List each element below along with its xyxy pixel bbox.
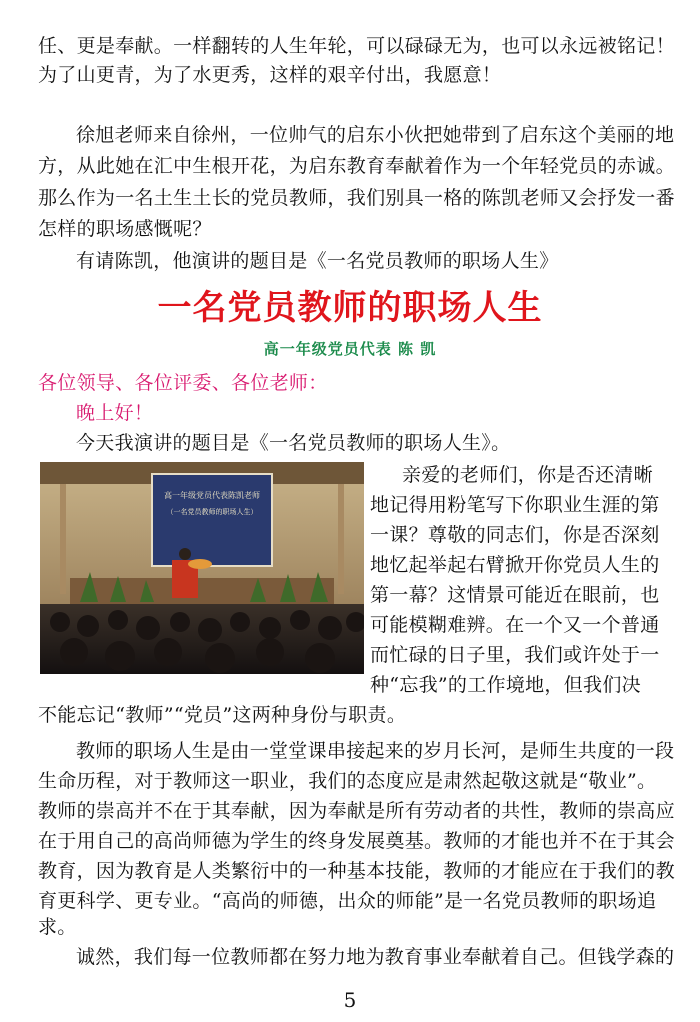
speech-subtitle: 高一年级党员代表 陈 凯: [263, 340, 437, 358]
intro-line: 为了山更青，为了水更秀，这样的艰辛付出，我愿意！: [38, 64, 502, 86]
body-line: 生命历程，对于教师这一职业，我们的态度应是肃然起敬这就是“敬业”。: [38, 770, 657, 792]
intro-line: 怎样的职场感慨呢？: [38, 218, 212, 240]
auditorium-photo: [40, 462, 364, 674]
body-line: 在于用自己的高尚师德为学生的终身发展奠基。教师的才能也并不在于其会: [38, 830, 675, 852]
wrap-line: 亲爱的老师们，你是否还清晰: [402, 464, 653, 486]
photo-banner-line-1: 高一年级党员代表陈凯老师: [164, 491, 260, 500]
photo-banner-line-2: （一名党员教师的职场人生）: [166, 508, 258, 516]
body-line: 不能忘记“教师”“党员”这两种身份与职责。: [38, 704, 407, 726]
evening-greeting: 晚上好！: [76, 402, 154, 424]
greeting: 各位领导、各位评委、各位老师：: [38, 372, 328, 394]
intro-line: 那么作为一名土生土长的党员教师，我们别具一格的陈凯老师又会抒发一番: [38, 187, 675, 209]
intro-line: 徐旭老师来自徐州，一位帅气的启东小伙把她带到了启东这个美丽的地: [76, 124, 675, 146]
intro-line: 方，从此她在汇中生根开花，为启东教育奉献着作为一个年轻党员的赤诚。: [38, 155, 675, 177]
body-line: 教师的职场人生是由一堂堂课串接起来的岁月长河，是师生共度的一段: [76, 740, 675, 762]
body-line: 诚然，我们每一位教师都在努力地为教育事业奉献着自己。但钱学森的: [76, 946, 675, 968]
page-number: 5: [343, 988, 357, 1012]
speech-title: 一名党员教师的职场人生: [157, 288, 543, 328]
wrap-line: 地记得用粉笔写下你职业生涯的第: [370, 494, 660, 516]
wrap-line: 第一幕？这情景可能近在眼前，也: [370, 584, 660, 606]
body-line: 教育，因为教育是人类繁衍中的一种基本技能，教师的才能应在于我们的教: [38, 860, 675, 882]
body-line: 求。: [38, 916, 77, 938]
wrap-line: 一课？尊敬的同志们，你是否深刻: [370, 524, 660, 546]
intro-line: 有请陈凯，他演讲的题目是《一名党员教师的职场人生》: [76, 250, 559, 272]
wrap-line: 地忆起举起右臂掀开你党员人生的: [370, 554, 660, 576]
speech-topic: 今天我演讲的题目是《一名党员教师的职场人生》。: [76, 432, 511, 454]
wrap-line: 而忙碌的日子里，我们或许处于一: [370, 644, 660, 666]
body-line: 育更科学、更专业。“高尚的师德，出众的师能”是一名党员教师的职场追: [38, 890, 657, 912]
intro-line: 任、更是奉献。一样翻转的人生年轮，可以碌碌无为，也可以永远被铭记！: [38, 35, 675, 57]
body-line: 教师的崇高并不在于其奉献，因为奉献是所有劳动者的共性，教师的崇高应: [38, 800, 675, 822]
wrap-line: 种“忘我”的工作境地，但我们决: [370, 674, 641, 696]
wrap-line: 可能模糊难辨。在一个又一个普通: [370, 614, 660, 636]
